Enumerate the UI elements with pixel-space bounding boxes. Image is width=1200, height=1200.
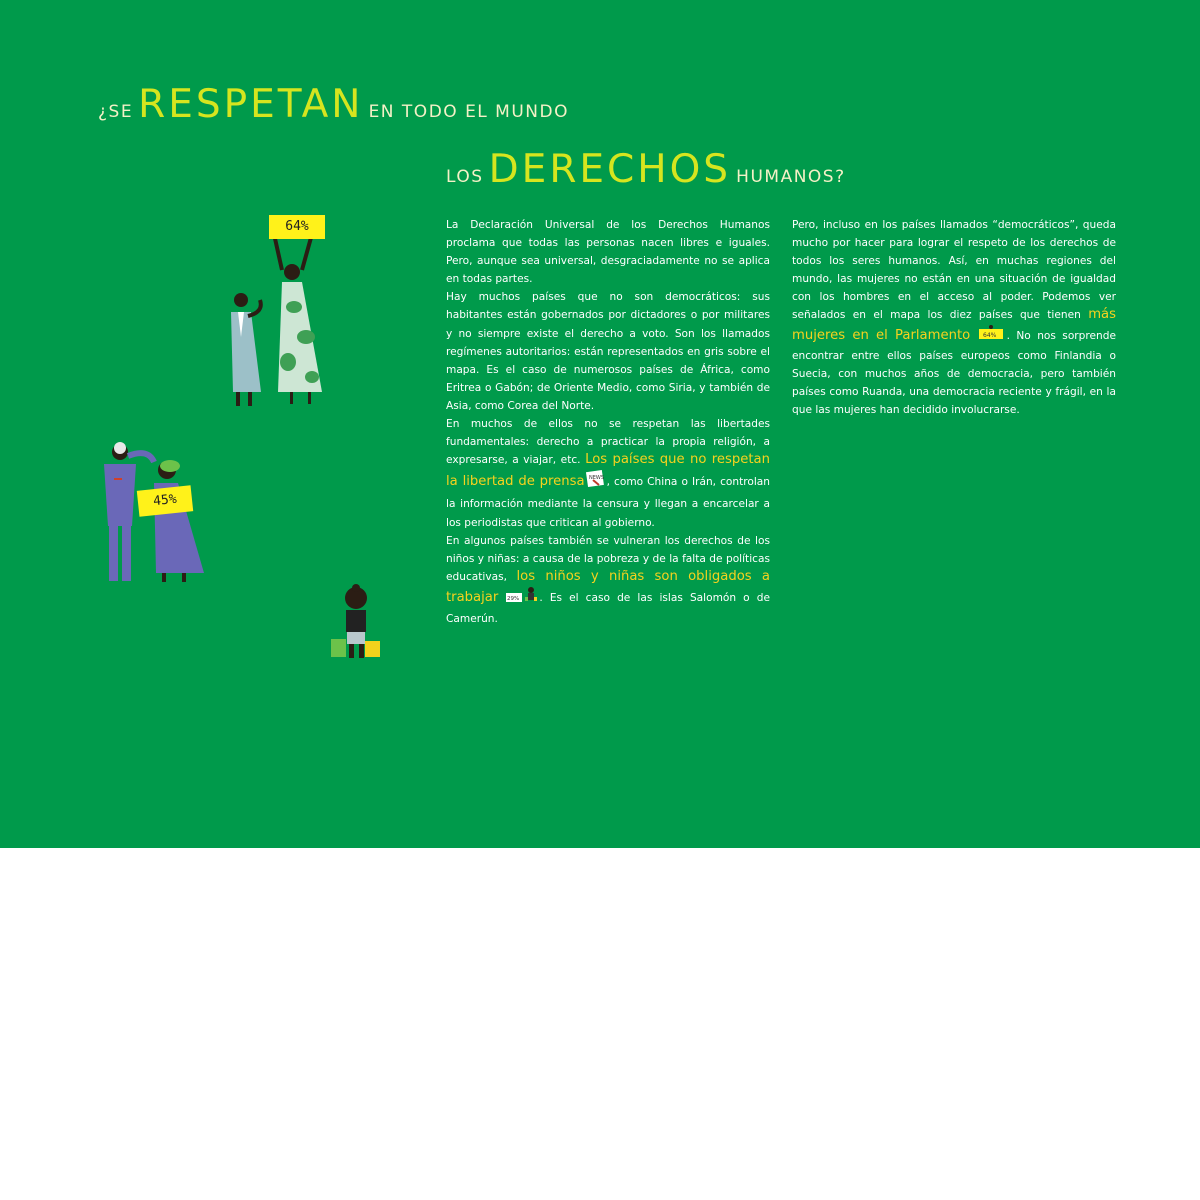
title-los: LOS	[446, 167, 484, 187]
blank-lower-area	[0, 848, 1200, 1200]
paragraph-freedoms: En muchos de ellos no se respetan las libertades fundamentales: derecho a practicar la propia religión, a expresarse, a viajar, etc. Los países que no respetan la libertad de prensa NEWS , como China o Irán, controlan la información mediante la censura y llegan a encarcelar a los periodistas que critican al gobierno.	[446, 418, 770, 529]
svg-text:29%: 29%	[507, 595, 520, 602]
highlight-press-freedom: Los países que no respetan la libertad de prensa	[446, 452, 770, 490]
sign-64-percent: 64%	[269, 215, 325, 239]
paragraph-child-labor: En algunos países también se vulneran los derechos de los niños y niñas: a causa de la pobreza y de la falta de políticas educativas, los niños y niñas son obligados a trabajar 29% . Es el caso de las islas Salomón o de Camerún.	[446, 534, 770, 625]
title-line-2	[446, 147, 846, 192]
title-respetan: RESPETAN	[138, 82, 364, 127]
sign-45-percent: 45%	[137, 485, 193, 517]
parliament-sign-icon	[977, 325, 1007, 347]
title-se: ¿SE	[98, 102, 134, 122]
title-line-1	[98, 82, 569, 127]
newspaper-icon	[585, 469, 607, 495]
child-with-buckets-illustration	[328, 582, 384, 662]
text-column-left	[446, 216, 770, 628]
highlight-child-labor: los niños y niñas son obligados a trabajar	[446, 568, 770, 605]
highlight-women-parliament: más mujeres en el Parlamento	[792, 307, 1116, 343]
title-en-todo-el-mundo: EN TODO EL MUNDO	[368, 102, 569, 122]
svg-text:NEWS: NEWS	[588, 475, 604, 482]
text-column-right	[792, 216, 1116, 419]
title-derechos: DERECHOS	[488, 147, 732, 192]
paragraph-women-parliament: Pero, incluso en los países llamados “democráticos”, queda mucho por hacer para lograr el respeto de los derechos de todos los seres humanos. Así, en muchas regiones del mundo, las mujeres no están en una situación de igualdad con los hombres en el acceso al poder. Podemos ver señalados en el mapa los diez países que tienen más mujeres en el Parlamento 64% . No nos sorprende encontrar entre ellos países europeos como Finlandia o Suecia, con muchos años de democracia, pero también países como Ruanda, una democracia reciente y frágil, en la que las mujeres han decidido involucrarse.	[792, 219, 1116, 416]
paragraph-non-democratic: Hay muchos países que no son democráticos: sus habitantes están gobernados por dictadores o por militares y no siempre existe el derecho a voto. Son los llamados regímenes autoritarios: están representados en gris sobre el mapa. Es el caso de numerosos países de África, como Eritrea o Gabón; de Oriente Medio, como Siria, y también de Asia, como Corea del Norte.	[446, 291, 770, 412]
svg-text:64%: 64%	[982, 331, 996, 339]
title-humanos: HUMANOS?	[736, 167, 846, 187]
couple-figures	[212, 212, 342, 412]
paragraph-declaration: La Declaración Universal de los Derechos Humanos proclama que todas las personas nacen libres e iguales. Pero, aunque sea universal, desgraciadamente no se aplica en todas partes.	[446, 219, 770, 286]
child-worker-icon	[505, 586, 539, 610]
